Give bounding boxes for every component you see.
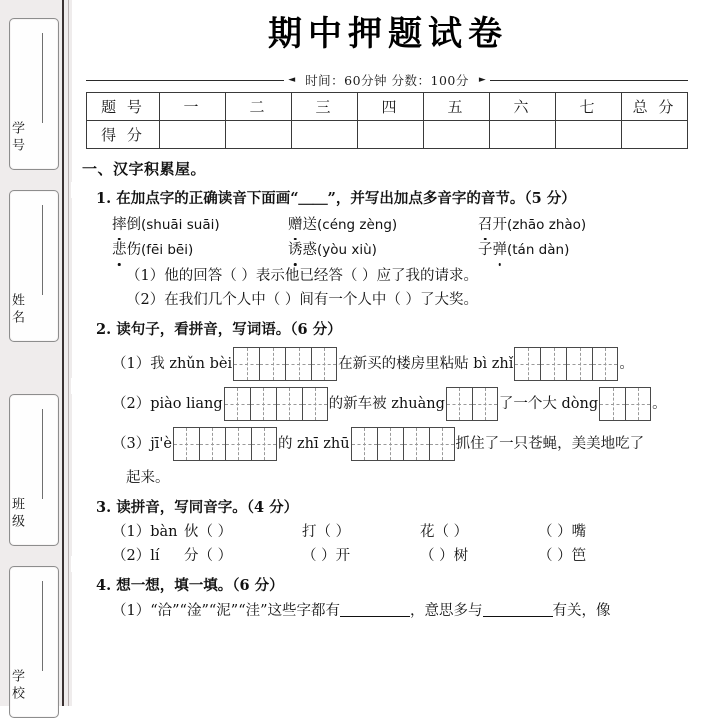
score-cell[interactable] bbox=[160, 121, 226, 149]
q3-slot[interactable]: （ ）笆 bbox=[538, 548, 587, 565]
q2-text: 在新买的楼房里粘贴 bì zhǐ bbox=[338, 355, 514, 372]
q4-text-c: 有关，像 bbox=[552, 603, 611, 620]
q4-partial-line[interactable] bbox=[112, 600, 694, 622]
question-4-text: 想一想，填一填。（6 分） bbox=[116, 576, 284, 594]
table-row-scores bbox=[87, 121, 688, 149]
write-line bbox=[42, 33, 43, 123]
score-cell[interactable] bbox=[292, 121, 358, 149]
pinyin-options[interactable]: (zhāo zhào) bbox=[507, 216, 587, 233]
exam-page bbox=[72, 0, 704, 706]
seal-field-label: 学校 bbox=[9, 669, 24, 703]
score-row-label: 得 分 bbox=[87, 121, 160, 149]
seal-rule-inner bbox=[68, 0, 69, 706]
score-col-6: 六 bbox=[490, 93, 556, 121]
tianzige-grid[interactable] bbox=[599, 387, 651, 421]
seal-field-label: 班级 bbox=[9, 497, 24, 531]
dotted-char: 诱 bbox=[288, 239, 303, 261]
question-1-number: 1. bbox=[96, 190, 112, 208]
q1-word-item bbox=[478, 239, 654, 261]
q3-row bbox=[112, 521, 694, 543]
q3-slot[interactable]: 伙（ ） bbox=[184, 524, 233, 540]
q3-slot[interactable]: 分（ ） bbox=[184, 548, 233, 565]
q1-word-item bbox=[112, 239, 288, 261]
pinyin-options[interactable]: (shuāi suāi) bbox=[141, 216, 220, 233]
score-cell[interactable] bbox=[424, 121, 490, 149]
arrow-left-icon: ◄ bbox=[288, 75, 296, 85]
tianzige-grid[interactable] bbox=[446, 387, 498, 421]
table-row-header bbox=[87, 93, 688, 121]
section-title: 一、汉字积累屋。 bbox=[82, 160, 207, 178]
dotted-char: 弹 bbox=[493, 239, 508, 261]
tianzige-grid[interactable] bbox=[233, 347, 337, 381]
arrow-right-icon: ► bbox=[478, 75, 486, 85]
seal-field-class[interactable] bbox=[9, 394, 59, 546]
score-cell[interactable] bbox=[358, 121, 424, 149]
exam-content bbox=[82, 152, 694, 623]
seal-field-label: 姓名 bbox=[9, 293, 24, 327]
write-line bbox=[42, 409, 43, 499]
question-3-number: 3. bbox=[96, 498, 112, 516]
q1-word-item bbox=[112, 214, 288, 236]
q2-text: （3）jī'è bbox=[112, 435, 172, 452]
pinyin-options[interactable]: (yòu xiù) bbox=[317, 242, 377, 259]
q2-text: （1）我 zhǔn bèi bbox=[112, 355, 233, 372]
score-table bbox=[86, 92, 688, 149]
word-rest: 惑 bbox=[302, 242, 317, 259]
write-line bbox=[42, 205, 43, 295]
score-cell[interactable] bbox=[226, 121, 292, 149]
question-3-text: 读拼音，写同音字。（4 分） bbox=[116, 498, 299, 516]
score-col-7: 七 bbox=[556, 93, 622, 121]
tianzige-grid[interactable] bbox=[514, 347, 618, 381]
score-col-1: 一 bbox=[160, 93, 226, 121]
q1-fill-2[interactable]: （2）在我们几个人中（ ）间有一个人中（ ）了大奖。 bbox=[126, 292, 478, 309]
word-rest: 送 bbox=[302, 216, 317, 233]
pinyin-options[interactable]: (céng zèng) bbox=[317, 216, 398, 233]
pinyin-options[interactable]: (tán dàn) bbox=[507, 242, 570, 259]
seal-field-student-id[interactable] bbox=[9, 18, 59, 170]
answer-blank[interactable] bbox=[340, 602, 410, 617]
q4-text-b: ，意思多与 bbox=[410, 603, 483, 620]
q2-continuation: 起来。 bbox=[126, 470, 170, 487]
tianzige-grid[interactable] bbox=[173, 427, 277, 461]
word-rest: 开 bbox=[492, 216, 507, 233]
q2-text: 的新车被 zhuàng bbox=[328, 395, 445, 412]
q1-word-item bbox=[288, 214, 478, 236]
q3-pinyin: （2）lí bbox=[112, 548, 160, 565]
question-3-prompt bbox=[96, 497, 694, 519]
q2-text: 。 bbox=[619, 355, 634, 372]
q3-slot[interactable]: （ ）树 bbox=[420, 548, 469, 565]
q2-text: 。 bbox=[652, 395, 667, 412]
pinyin-options[interactable]: (fēi bēi) bbox=[141, 242, 194, 259]
q3-slot[interactable]: 花（ ） bbox=[420, 524, 469, 540]
question-1-prompt bbox=[96, 188, 694, 210]
q2-text: 抓住了一只苍蝇，美美地吃了 bbox=[455, 435, 645, 452]
dotted-char: 赠 bbox=[288, 214, 303, 236]
seal-field-name[interactable] bbox=[9, 190, 59, 342]
question-4-number: 4. bbox=[96, 576, 112, 594]
question-4-prompt bbox=[96, 575, 694, 597]
q1-word-row bbox=[112, 239, 694, 261]
exam-meta-bar bbox=[86, 70, 688, 90]
dotted-char: 摔 bbox=[112, 214, 127, 236]
score-col-5: 五 bbox=[424, 93, 490, 121]
score-col-4: 四 bbox=[358, 93, 424, 121]
dotted-char: 召 bbox=[478, 214, 493, 236]
q2-text: （2）piào liang bbox=[112, 395, 223, 412]
answer-blank[interactable] bbox=[483, 602, 553, 617]
exam-meta-text: 时间：60分钟 分数：100分 bbox=[305, 73, 469, 88]
q1-fill-1[interactable]: （1）他的回答（ ）表示他已经答（ ）应了我的请求。 bbox=[126, 267, 478, 284]
q3-row bbox=[112, 545, 694, 567]
tianzige-grid[interactable] bbox=[351, 427, 455, 461]
score-row-label: 题 号 bbox=[87, 93, 160, 121]
q1-word-row bbox=[112, 214, 694, 236]
page-title: 期中押题试卷 bbox=[268, 14, 508, 54]
score-cell[interactable] bbox=[490, 121, 556, 149]
meta-rule-right bbox=[490, 80, 688, 81]
question-2-number: 2. bbox=[96, 320, 112, 338]
q2-text: 的 zhī zhū bbox=[277, 435, 350, 452]
q2-line bbox=[112, 347, 694, 381]
seal-field-school[interactable] bbox=[9, 566, 59, 718]
word-rest: 伤 bbox=[126, 242, 141, 259]
word-rest: 倒 bbox=[126, 216, 141, 233]
dotted-char: 悲 bbox=[112, 239, 127, 261]
question-1-text: 在加点字的正确读音下面画“＿＿”，并写出加点多音字的音节。（5 分） bbox=[116, 190, 576, 208]
question-2-text: 读句子，看拼音，写词语。（6 分） bbox=[116, 320, 342, 338]
q3-slot[interactable]: （ ）嘴 bbox=[538, 524, 587, 540]
q3-slot[interactable]: （ ）开 bbox=[302, 548, 351, 565]
question-2-prompt bbox=[96, 319, 694, 341]
write-line bbox=[42, 581, 43, 671]
q3-pinyin: （1）bàn bbox=[112, 524, 178, 540]
q2-text: 了一个大 dòng bbox=[498, 395, 599, 412]
q3-slot[interactable]: 打（ ） bbox=[302, 524, 351, 540]
score-cell[interactable] bbox=[622, 121, 688, 149]
score-col-3: 三 bbox=[292, 93, 358, 121]
score-col-2: 二 bbox=[226, 93, 292, 121]
word-rest: 子 bbox=[478, 242, 493, 259]
q2-line bbox=[112, 427, 694, 461]
score-cell[interactable] bbox=[556, 121, 622, 149]
score-col-total: 总 分 bbox=[622, 93, 688, 121]
q4-text-a: （1）“洽”“淦”“泥”“洼”这些字都有 bbox=[112, 603, 341, 620]
q1-word-item bbox=[288, 239, 478, 261]
q2-line bbox=[112, 387, 694, 421]
seal-field-label: 学号 bbox=[9, 121, 24, 155]
tianzige-grid[interactable] bbox=[224, 387, 328, 421]
meta-rule-left bbox=[86, 80, 284, 81]
seal-rule-outer bbox=[62, 0, 64, 706]
q1-word-item bbox=[478, 214, 654, 236]
